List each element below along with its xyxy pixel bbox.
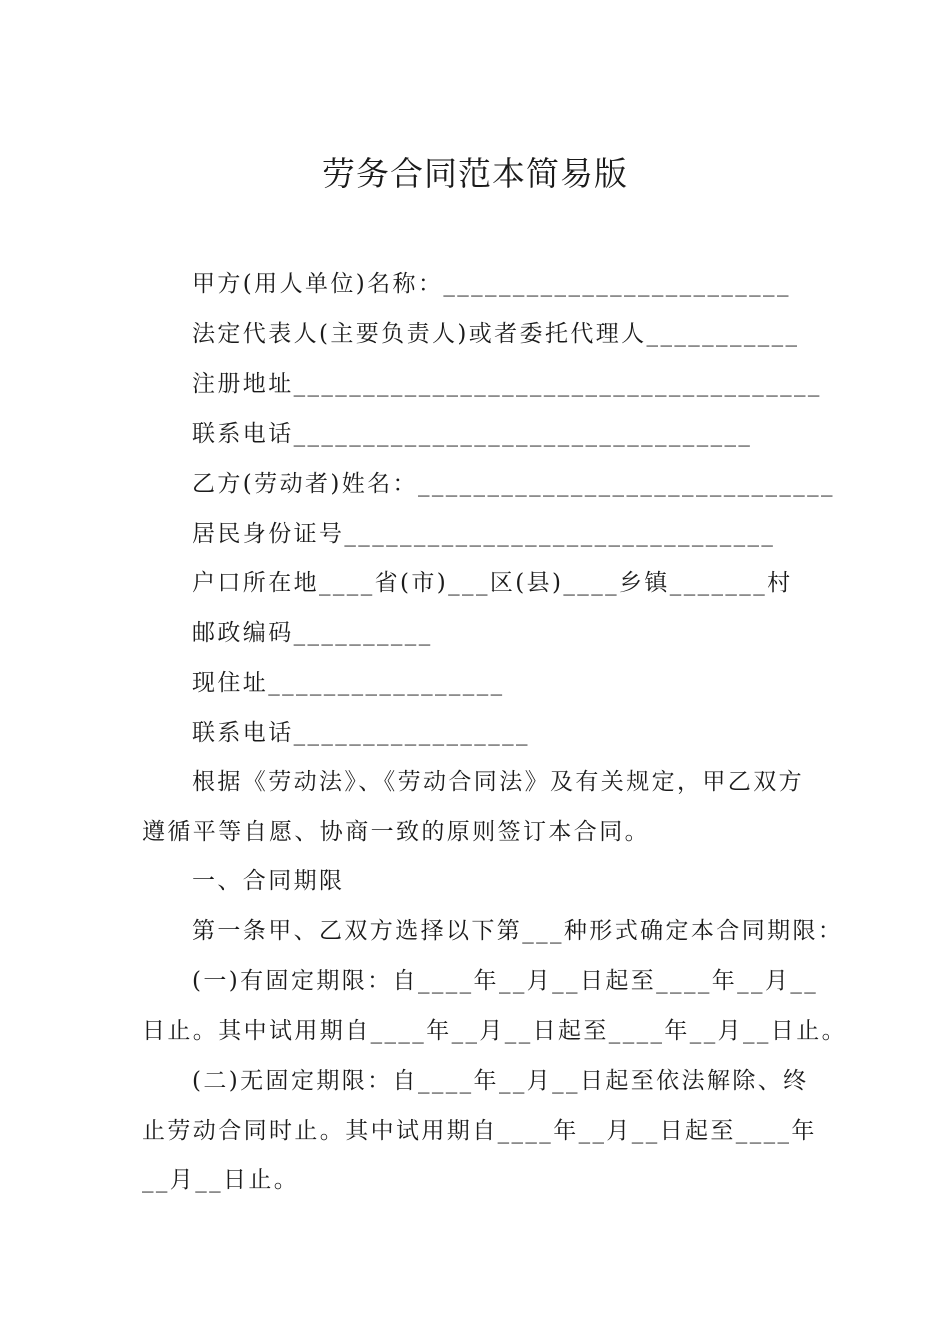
party-b-phone-line: 联系电话_________________ xyxy=(192,720,530,746)
section-heading-contract-term: 一、合同期限 xyxy=(192,868,345,894)
household-registration-line: 户口所在地____省(市)___区(县)____乡镇_______村 xyxy=(192,570,793,596)
postal-code-line: 邮政编码__________ xyxy=(192,620,433,646)
fixed-term-line-1: (一)有固定期限：自____年__月__日起至____年__月__ xyxy=(192,968,819,994)
open-term-line-2: 止劳动合同时止。其中试用期自____年__月__日起至____年 xyxy=(142,1118,817,1144)
party-a-phone-line: 联系电话_________________________________ xyxy=(192,421,753,447)
registered-address-line: 注册地址______________________________________ xyxy=(192,371,822,397)
document-title: 劳务合同范本简易版 xyxy=(322,154,628,193)
open-term-line-3: __月__日止。 xyxy=(142,1167,300,1193)
legal-representative-line: 法定代表人(主要负责人)或者委托代理人___________ xyxy=(192,321,800,347)
fixed-term-line-2: 日止。其中试用期自____年__月__日起至____年__月__日止。 xyxy=(142,1018,847,1044)
party-b-name-line: 乙方(劳动者)姓名：______________________________ xyxy=(192,471,835,497)
preamble-paragraph-line-2: 遵循平等自愿、协商一致的原则签订本合同。 xyxy=(142,819,650,845)
open-term-line-1: (二)无固定期限：自____年__月__日起至依法解除、终 xyxy=(192,1068,809,1094)
id-number-line: 居民身份证号_______________________________ xyxy=(192,521,776,547)
party-a-name-line: 甲方(用人单位)名称：_________________________ xyxy=(192,271,791,297)
article-one-line: 第一条甲、乙双方选择以下第___种形式确定本合同期限： xyxy=(192,918,844,944)
current-address-line: 现住址_________________ xyxy=(192,670,505,696)
preamble-paragraph-line-1: 根据《劳动法》、《劳动合同法》及有关规定，甲乙双方 xyxy=(192,769,804,795)
